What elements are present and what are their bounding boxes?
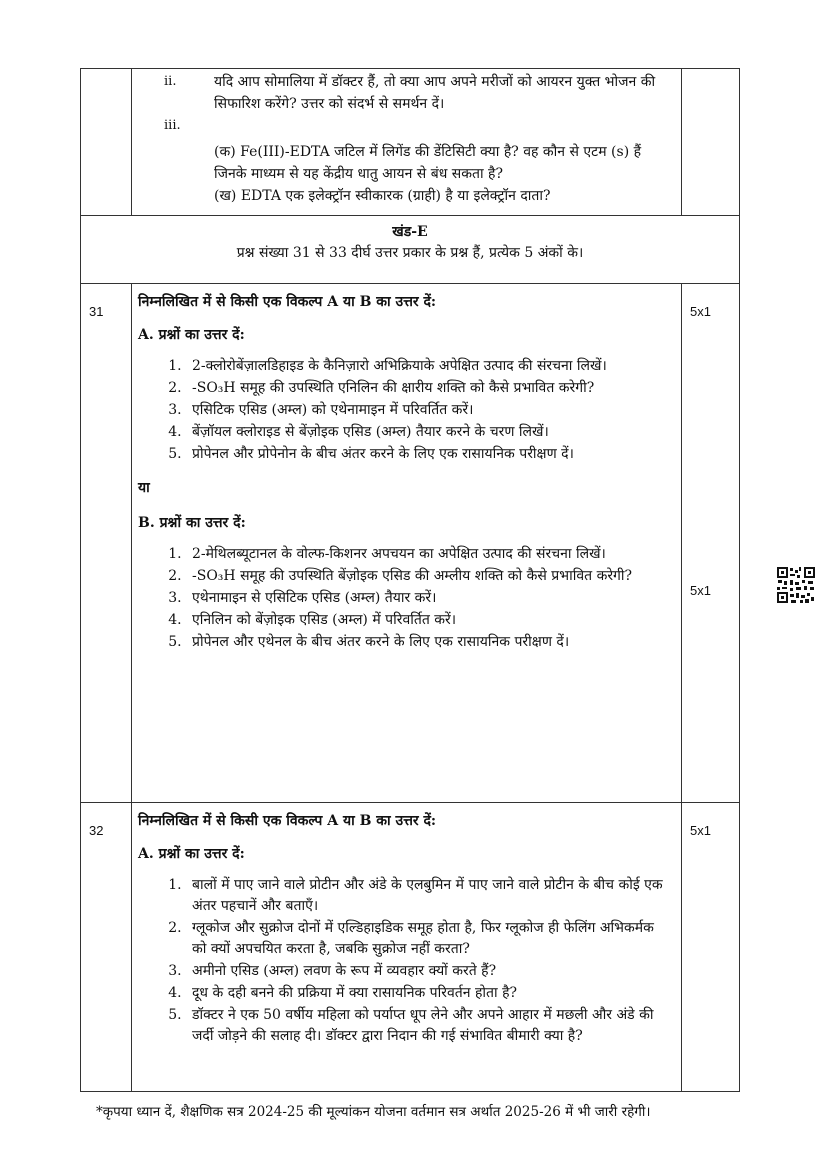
option-b-label: B. प्रश्नों का उत्तर दें: [138, 515, 246, 531]
row-number-cell [81, 69, 132, 216]
item-ii [132, 71, 681, 115]
list-item: 2. -SO₃H समूह की उपस्थिति बेंज़ोइक एसिड की अम्लीय शक्ति को कैसे प्रभावित करेगी? [186, 566, 681, 587]
list-item: 5. डॉक्टर ने एक 50 वर्षीय महिला को पर्याप्त धूप लेने और अपने आहार में मछली और अंडे की जर्दी जोड़ने की सलाह दी। डॉक्टर द्वारा निदान की गई संभावित बीमारी क्या है? [186, 1005, 681, 1047]
list-item: 1. 2-क्लोरोबेंज़ालडिहाइड के कैनिज़ारो अभिक्रियाके अपेक्षित उत्पाद की संरचना लिखें। [186, 356, 681, 377]
item-text: यदि आप सोमालिया में डॉक्टर हैं, तो क्या आप अपने मरीजों को आयरन युक्त भोजन की सिफारिश करेंगे? उत्तर को संदर्भ से समर्थन दें। [214, 74, 656, 112]
marks: 5x1 [690, 823, 711, 838]
question-number: 32 [89, 823, 104, 838]
list-item: 4. बेंज़ॉयल क्लोराइड से बेंज़ोइक एसिड (अम्ल) तैयार करने के चरण लिखें। [186, 422, 681, 443]
marks-b: 5x1 [690, 583, 711, 598]
qr-code-icon [776, 566, 816, 604]
section-subtitle: प्रश्न संख्या 31 से 33 दीर्घ उत्तर प्रकार के प्रश्न हैं, प्रत्येक 5 अंकों के। [236, 245, 584, 261]
item-iii-b: (ख) EDTA एक इलेक्ट्रॉन स्वीकारक (ग्राही) है या इलेक्ट्रॉन दाता? [214, 188, 551, 204]
list-item: 1. 2-मेथिलब्यूटानल के वोल्फ-किशनर अपचयन का अपेक्षित उत्पाद की संरचना लिखें। [186, 544, 681, 565]
question-31-row [81, 284, 740, 803]
question-instruction: निम्नलिखित में से किसी एक विकल्प A या B का उत्तर दें: [138, 294, 437, 310]
continuation-row [81, 69, 740, 216]
option-b-list [132, 544, 681, 653]
list-item: 4. दूध के दही बनने की प्रक्रिया में क्या रासायनिक परिवर्तन होता है? [186, 983, 681, 1004]
option-a-list [132, 356, 681, 465]
list-item: 2. -SO₃H समूह की उपस्थिति एनिलिन की क्षारीय शक्ति को कैसे प्रभावित करेगी? [186, 378, 681, 399]
row-content-cell [132, 69, 682, 216]
question-32-row [81, 803, 740, 1092]
list-item: 4. एनिलिन को बेंज़ोइक एसिड (अम्ल) में परिवर्तित करें। [186, 610, 681, 631]
list-item: 3. एथेनामाइन से एसिटिक एसिड (अम्ल) तैयार करें। [186, 588, 681, 609]
option-a-label: A. प्रश्नों का उत्तर दें: [138, 846, 245, 862]
option-a-list [132, 875, 681, 1047]
row-marks-cell [682, 69, 740, 216]
item-number: ii. [164, 74, 177, 89]
question-content-cell [132, 284, 682, 803]
section-row [81, 216, 740, 284]
marks-a: 5x1 [690, 304, 711, 319]
footer-note: *कृपया ध्यान दें, शैक्षणिक सत्र 2024-25 की मूल्यांकन योजना वर्तमान सत्र अर्थात 2025-26 में भी जारी रहेगी। [96, 1104, 651, 1120]
item-iii [132, 115, 681, 137]
list-item: 1. बालों में पाए जाने वाले प्रोटीन और अंडे के एलबुमिन में पाए जाने वाले प्रोटीन के बीच कोई एक अंतर पहचानें और बताएँ। [186, 875, 681, 917]
list-item: 5. प्रोपेनल और प्रोपेनोन के बीच अंतर करने के लिए एक रासायनिक परीक्षण दें। [186, 444, 681, 465]
section-title: खंड-E [392, 224, 428, 240]
list-item: 3. एसिटिक एसिड (अम्ल) को एथेनामाइन में परिवर्तित करें। [186, 400, 681, 421]
question-table [80, 68, 740, 1092]
question-number-cell [81, 803, 132, 1092]
item-iii-a: (क) Fe(III)-EDTA जटिल में लिगेंड की डेंटिसिटी क्या है? वह कौन से एटम (s) हैं जिनके माध्यम से यह केंद्रीय धातु आयन से बंध सकता है? [214, 144, 642, 182]
marks-cell [682, 284, 740, 803]
question-number: 31 [89, 304, 104, 319]
section-cell [81, 216, 740, 284]
option-a-label: A. प्रश्नों का उत्तर दें: [138, 327, 245, 343]
question-number-cell [81, 284, 132, 803]
question-content-cell [132, 803, 682, 1092]
or-separator: या [138, 480, 150, 496]
list-item: 2. ग्लूकोज और सुक्रोज दोनों में एल्डिहाइडिक समूह होता है, फिर ग्लूकोज ही फेलिंग अभिकर्मक को क्यों अपचयित करता है, जबकि सुक्रोज नहीं करता? [186, 918, 681, 960]
question-instruction: निम्नलिखित में से किसी एक विकल्प A या B का उत्तर दें: [138, 813, 437, 829]
marks-cell [682, 803, 740, 1092]
list-item: 3. अमीनो एसिड (अम्ल) लवण के रूप में व्यवहार क्यों करते हैं? [186, 961, 681, 982]
item-number: iii. [164, 118, 181, 133]
list-item: 5. प्रोपेनल और एथेनल के बीच अंतर करने के लिए एक रासायनिक परीक्षण दें। [186, 632, 681, 653]
